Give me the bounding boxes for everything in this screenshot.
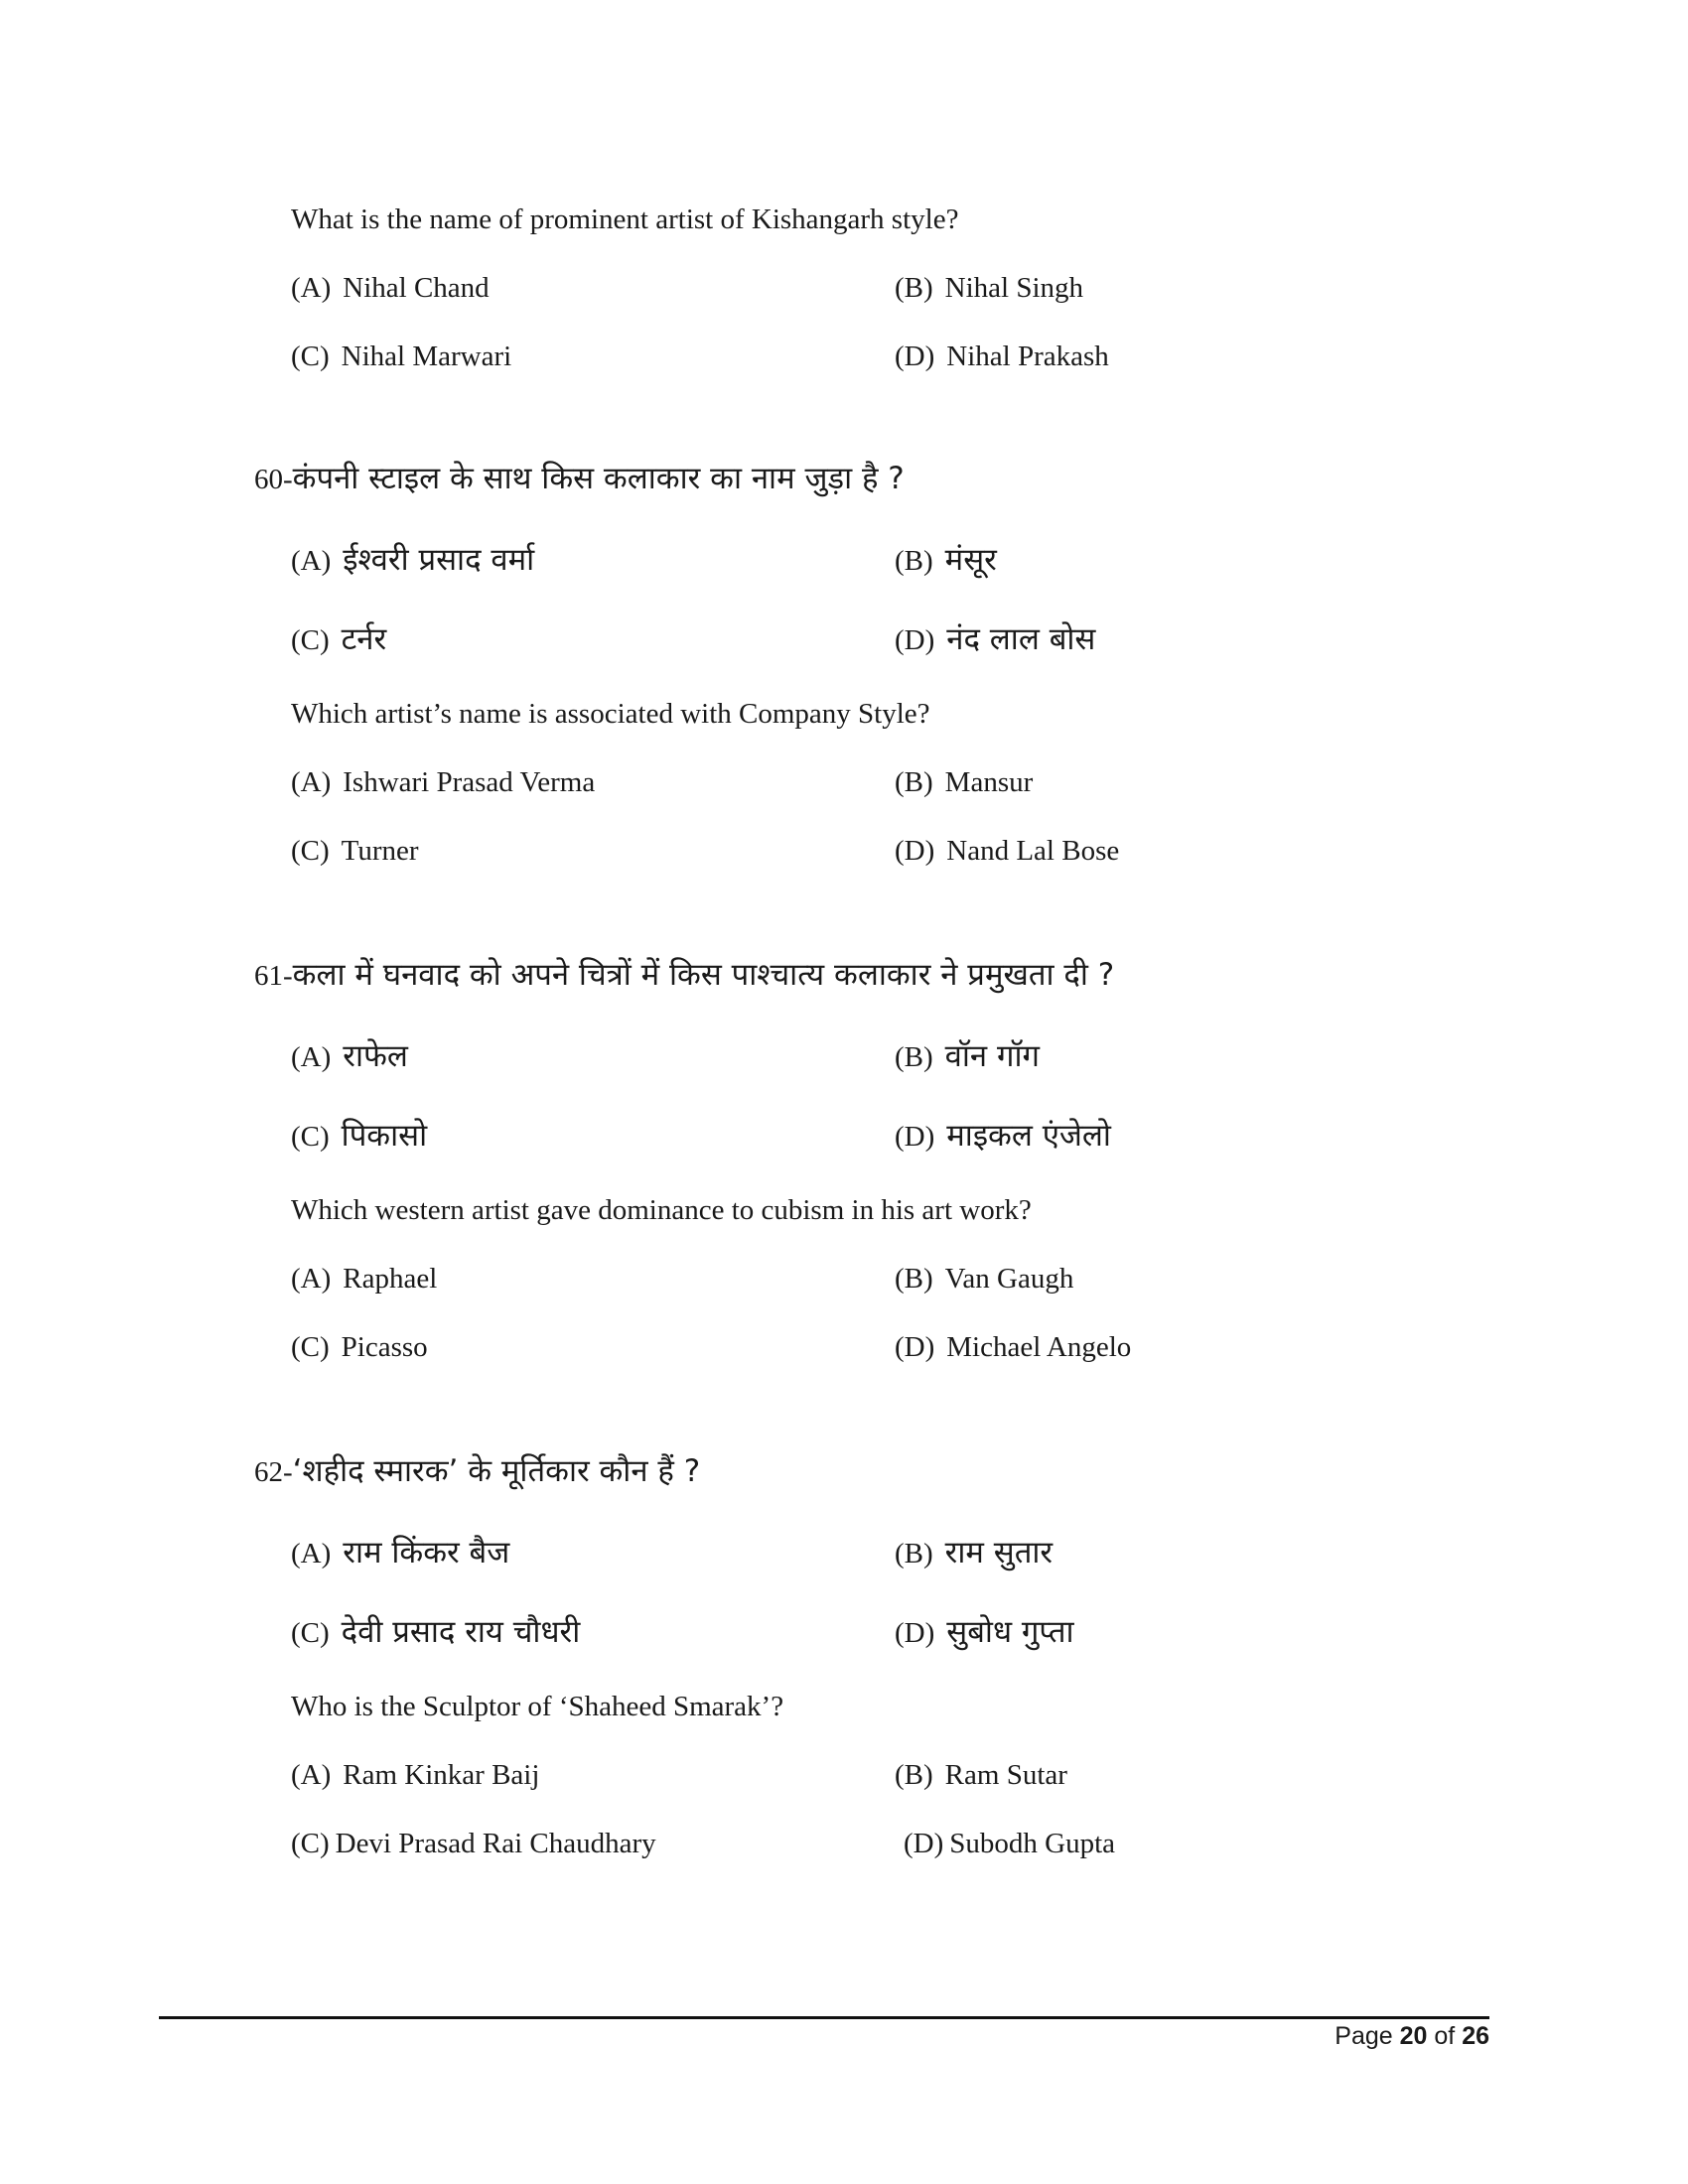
q62-hi-option-b	[895, 1531, 1053, 1572]
q61-hi-question	[254, 953, 1114, 995]
q60-en-question: Which artist’s name is associated with Company Style?	[291, 698, 930, 730]
option-letter: (C)	[291, 1121, 330, 1153]
q61-hi-option-c	[291, 1114, 427, 1156]
option-letter: (D)	[895, 1331, 935, 1363]
option-letter: (A)	[291, 545, 332, 577]
q59-en-option-b	[895, 272, 1083, 305]
option-letter: (D)	[895, 1617, 935, 1649]
q59-en-option-c	[291, 341, 511, 373]
q60-hi-option-d	[895, 617, 1095, 659]
option-text: पिकासो	[341, 1118, 428, 1154]
option-text: देवी प्रसाद राय चौधरी	[341, 1614, 581, 1650]
option-text: Ram Kinkar Baij	[343, 1759, 540, 1791]
q60-hi-option-a	[291, 538, 534, 580]
q61-en-question: Which western artist gave dominance to cubism in his art work?	[291, 1194, 1032, 1226]
q61-hi-option-a	[291, 1034, 408, 1076]
question-number: 61-	[254, 960, 293, 992]
q60-hi-option-b	[895, 538, 997, 580]
option-text: Van Gaugh	[944, 1263, 1074, 1295]
option-text: माइकल एंजेलो	[946, 1118, 1111, 1154]
q62-hi-option-a	[291, 1531, 509, 1572]
option-text: Ram Sutar	[944, 1759, 1067, 1791]
option-letter: (B)	[895, 766, 933, 798]
option-letter: (D)	[895, 835, 935, 867]
option-text: Subodh Gupta	[949, 1828, 1116, 1859]
option-text: राम सुतार	[944, 1535, 1054, 1570]
option-letter: (D)	[895, 341, 935, 372]
of-label: of	[1434, 2022, 1456, 2050]
option-letter: (D)	[904, 1828, 944, 1859]
option-text: ईश्वरी प्रसाद वर्मा	[343, 542, 535, 578]
q61-hi-option-d	[895, 1114, 1111, 1156]
q62-hi-option-d	[895, 1610, 1074, 1652]
footer-divider	[159, 2016, 1489, 2019]
q62-en-option-a	[291, 1759, 539, 1792]
option-text: Nihal Prakash	[946, 341, 1109, 372]
q60-hi-question	[254, 457, 905, 498]
option-text: Michael Angelo	[946, 1331, 1132, 1363]
option-text: वॉन गॉग	[944, 1038, 1040, 1074]
option-letter: (D)	[895, 624, 935, 656]
option-text: मंसूर	[944, 542, 997, 578]
question-number: 62-	[254, 1456, 293, 1488]
q62-en-option-d	[904, 1828, 1115, 1860]
q60-en-option-a	[291, 766, 595, 799]
page-number	[1335, 2022, 1489, 2051]
q62-en-option-c	[291, 1828, 656, 1860]
question-text: कला में घनवाद को अपने चित्रों में किस पाश्चात्य कलाकार ने प्रमुखता दी ?	[292, 957, 1115, 993]
option-letter: (C)	[291, 835, 330, 867]
total-pages: 26	[1462, 2022, 1489, 2050]
option-text: सुबोध गुप्ता	[946, 1614, 1074, 1650]
option-letter: (B)	[895, 1538, 933, 1570]
option-letter: (A)	[291, 1041, 332, 1073]
q61-en-option-b	[895, 1263, 1073, 1296]
option-letter: (B)	[895, 1759, 933, 1791]
question-text: कंपनी स्टाइल के साथ किस कलाकार का नाम जुड़ा है ?	[292, 461, 905, 496]
option-letter: (C)	[291, 1331, 330, 1363]
option-letter: (C)	[291, 1617, 330, 1649]
q61-en-option-d	[895, 1331, 1131, 1364]
option-letter: (C)	[291, 1828, 330, 1859]
option-letter: (D)	[895, 1121, 935, 1153]
option-letter: (B)	[895, 1263, 933, 1295]
option-letter: (C)	[291, 341, 330, 372]
q60-en-option-b	[895, 766, 1033, 799]
q62-hi-question	[254, 1449, 700, 1491]
option-text: Devi Prasad Rai Chaudhary	[335, 1828, 656, 1859]
option-text: Picasso	[341, 1331, 428, 1363]
current-page: 20	[1399, 2022, 1428, 2050]
q59-en-option-d	[895, 341, 1109, 373]
option-letter: (B)	[895, 1041, 933, 1073]
option-letter: (A)	[291, 1263, 332, 1295]
option-text: Nihal Singh	[944, 272, 1084, 304]
option-text: Mansur	[944, 766, 1034, 798]
q61-en-option-a	[291, 1263, 437, 1296]
option-letter: (A)	[291, 1759, 332, 1791]
q59-en-question: What is the name of prominent artist of Kishangarh style?	[291, 204, 959, 235]
q61-hi-option-b	[895, 1034, 1040, 1076]
option-letter: (A)	[291, 272, 332, 304]
option-text: Nihal Chand	[343, 272, 490, 304]
option-text: Nand Lal Bose	[946, 835, 1120, 867]
question-number: 60-	[254, 464, 293, 495]
page-label: Page	[1335, 2022, 1393, 2050]
question-text: ‘शहीद स्मारक’ के मूर्तिकार कौन हैं ?	[292, 1453, 701, 1489]
q62-en-question: Who is the Sculptor of ‘Shaheed Smarak’?	[291, 1691, 784, 1722]
option-letter: (A)	[291, 766, 332, 798]
option-text: Raphael	[343, 1263, 438, 1295]
option-letter: (B)	[895, 545, 933, 577]
option-text: राम किंकर बैज	[343, 1535, 510, 1570]
option-text: Ishwari Prasad Verma	[343, 766, 596, 798]
option-letter: (A)	[291, 1538, 332, 1570]
option-text: टर्नर	[341, 621, 387, 657]
q60-en-option-c	[291, 835, 419, 868]
q60-en-option-d	[895, 835, 1119, 868]
q59-en-option-a	[291, 272, 490, 305]
option-letter: (B)	[895, 272, 933, 304]
option-letter: (C)	[291, 624, 330, 656]
option-text: Nihal Marwari	[341, 341, 512, 372]
q61-en-option-c	[291, 1331, 428, 1364]
option-text: राफेल	[343, 1038, 408, 1074]
option-text: नंद लाल बोस	[946, 621, 1096, 657]
q62-en-option-b	[895, 1759, 1067, 1792]
option-text: Turner	[341, 835, 419, 867]
q60-hi-option-c	[291, 617, 386, 659]
q62-hi-option-c	[291, 1610, 580, 1652]
